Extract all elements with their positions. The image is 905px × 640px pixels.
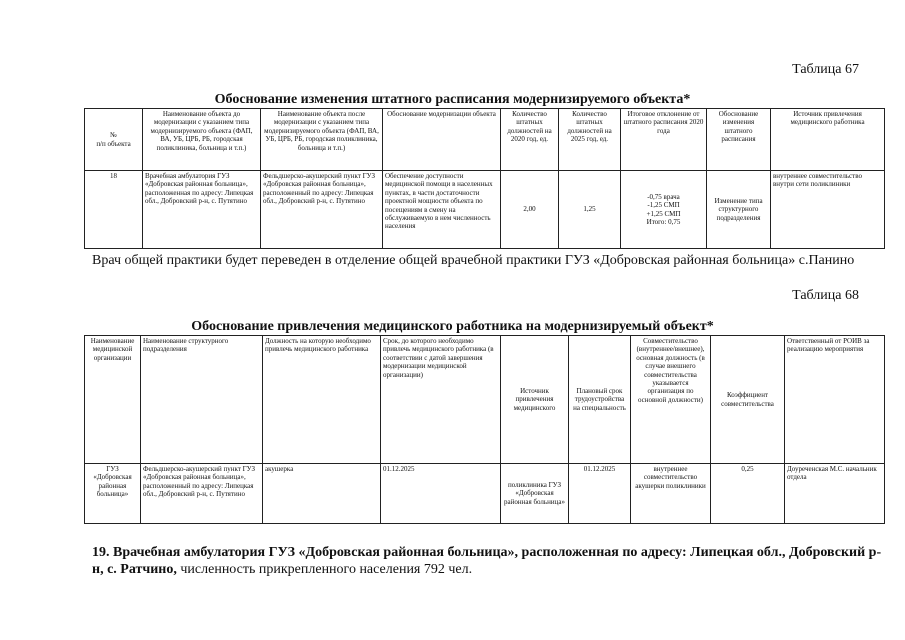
- cell: -0,75 врача -1,25 СМП +1,25 СМП Итого: 0,75: [621, 171, 707, 249]
- cell: Обеспечение доступности медицинской помощи в населенных пунктах, в части достаточности проектной мощности объекта по посещениям в смену на обслуживаемую в нем численность населения: [383, 171, 501, 249]
- table-row: [85, 464, 885, 524]
- cell: поликлиника ГУЗ «Добровская районная больница»: [501, 464, 569, 524]
- staffing-change-table: [84, 108, 885, 249]
- header-cell: Плановый срок трудоустройства на специальность: [569, 336, 631, 464]
- table-67-title: Обоснование изменения штатного расписания модернизируемого объекта*: [214, 92, 691, 107]
- header-cell: Количество штатных должностей на 2020 год, ед.: [501, 109, 559, 171]
- cell: Доуреченская М.С. начальник отдела: [785, 464, 885, 524]
- transfer-note: Врач общей практики будет переведен в отделение общей врачебной практики ГУЗ «Добровская районная больница» с.Панино: [92, 253, 855, 268]
- section-19-paragraph: [92, 544, 882, 578]
- header-cell: Должность на которую необходимо привлечь медицинского работника: [263, 336, 381, 464]
- cell: 0,25: [711, 464, 785, 524]
- header-cell: Коэффициент совместительства: [711, 336, 785, 464]
- header-cell: Наименование объекта после модернизации с указанием типа модернизируемого объекта (ФАП, ВА, УБ, ЦРБ, РБ, городская поликлиника, больница и т.п.): [261, 109, 383, 171]
- header-cell: № п/п объекта: [85, 109, 143, 171]
- worker-recruitment-table: [84, 335, 885, 524]
- cell: 01.12.2025: [381, 464, 501, 524]
- table-68-label: Таблица 68: [792, 288, 859, 303]
- cell: 2,00: [501, 171, 559, 249]
- header-cell: Количество штатных должностей на 2025 год, ед.: [559, 109, 621, 171]
- cell: Врачебная амбулатория ГУЗ «Добровская районная больница», расположенная по адресу: Липецкая обл., Добровский р-н, с. Путятино: [143, 171, 261, 249]
- cell: Фельдшерско-акушерский пункт ГУЗ «Добровская районная больница», расположенный по адресу: Липецкая обл., Добровский р-н, с. Путятино: [141, 464, 263, 524]
- section-19-population: численность прикрепленного населения 792 чел.: [176, 562, 473, 577]
- header-cell: Источник привлечения медицинского: [501, 336, 569, 464]
- header-cell: Наименование медицинской организации: [85, 336, 141, 464]
- cell: ГУЗ «Добровская районная больница»: [85, 464, 141, 524]
- table-header-row: [85, 109, 885, 171]
- header-cell: Совместительство (внутреннее/внешнее), основная должность (в случае внешнего совместительства указывается организация по основной должности): [631, 336, 711, 464]
- header-cell: Итоговое отклонение от штатного расписания 2020 года: [621, 109, 707, 171]
- table-68-title: Обоснование привлечения медицинского работника на модернизируемый объект*: [191, 319, 714, 334]
- header-cell: Наименование объекта до модернизации с указанием типа модернизируемого объекта (ФАП, ВА, УБ, ЦРБ, РБ, городская поликлиника, больница и т.п.): [143, 109, 261, 171]
- header-cell: Обоснование модернизации объекта: [383, 109, 501, 171]
- section-19-heading: 19. Врачебная амбулатория ГУЗ «Добровская районная больница», расположенная по адресу: Липецкая обл., Добровский р-н, с. Ратчино,: [92, 545, 882, 577]
- cell: 1,25: [559, 171, 621, 249]
- table-row: [85, 171, 885, 249]
- cell: 18: [85, 171, 143, 249]
- cell: акушерка: [263, 464, 381, 524]
- cell: 01.12.2025: [569, 464, 631, 524]
- header-cell: Наименование структурного подразделения: [141, 336, 263, 464]
- header-cell: Обоснование изменения штатного расписания: [707, 109, 771, 171]
- header-cell: Источник привлечения медицинского работника: [771, 109, 885, 171]
- header-cell: Срок, до которого необходимо привлечь медицинского работника (в соответствии с датой завершения модернизации медицинской организации): [381, 336, 501, 464]
- header-cell: Ответственный от РОИВ за реализацию мероприятия: [785, 336, 885, 464]
- table-header-row: [85, 336, 885, 464]
- table-67-label: Таблица 67: [792, 62, 859, 77]
- cell: внутреннее совместительство акушерки поликлиники: [631, 464, 711, 524]
- cell: внутреннее совместительство внутри сети поликлиники: [771, 171, 885, 249]
- cell: Фельдшерско-акушерский пункт ГУЗ «Добровская районная больница», расположенный по адресу: Липецкая обл., Добровский р-н, с. Путятино: [261, 171, 383, 249]
- cell: Изменение типа структурного подразделения: [707, 171, 771, 249]
